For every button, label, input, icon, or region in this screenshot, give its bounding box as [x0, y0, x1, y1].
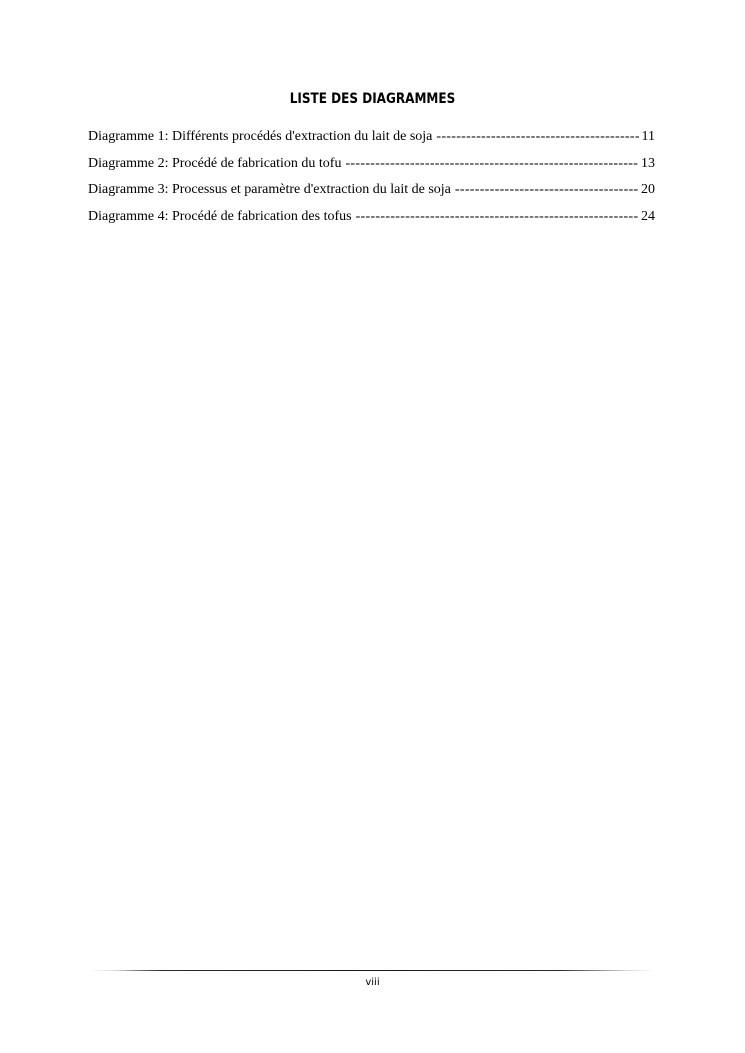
toc-entry-label: Diagramme 4: Procédé de fabrication des tofus	[88, 208, 352, 224]
toc-entry-label: Diagramme 3: Processus et paramètre d'extraction du lait de soja	[88, 182, 451, 197]
toc-entry-page-number: 13	[641, 155, 655, 171]
toc-dot-leader	[356, 207, 638, 227]
toc-entry-diagram-4	[88, 207, 655, 234]
toc-entry-diagram-3	[88, 180, 655, 207]
footer-divider	[88, 970, 655, 971]
page-title: LISTE DES DIAGRAMMES	[289, 91, 456, 107]
toc-entry-page-number: 20	[641, 182, 655, 197]
toc-dot-leader	[436, 127, 638, 147]
toc-entry-page-number: 24	[641, 208, 655, 224]
toc-entry-diagram-1	[88, 127, 655, 154]
toc-entry-page-number: 11	[641, 129, 655, 144]
toc-dot-leader	[345, 154, 638, 174]
list-of-diagrams	[88, 127, 655, 233]
footer-page-number: viii	[365, 977, 380, 988]
toc-entry-label: Diagramme 1: Différents procédés d'extraction du lait de soja	[88, 129, 433, 144]
toc-dot-leader	[455, 180, 638, 200]
toc-entry-diagram-2	[88, 154, 655, 181]
toc-entry-label: Diagramme 2: Procédé de fabrication du tofu	[88, 155, 342, 171]
